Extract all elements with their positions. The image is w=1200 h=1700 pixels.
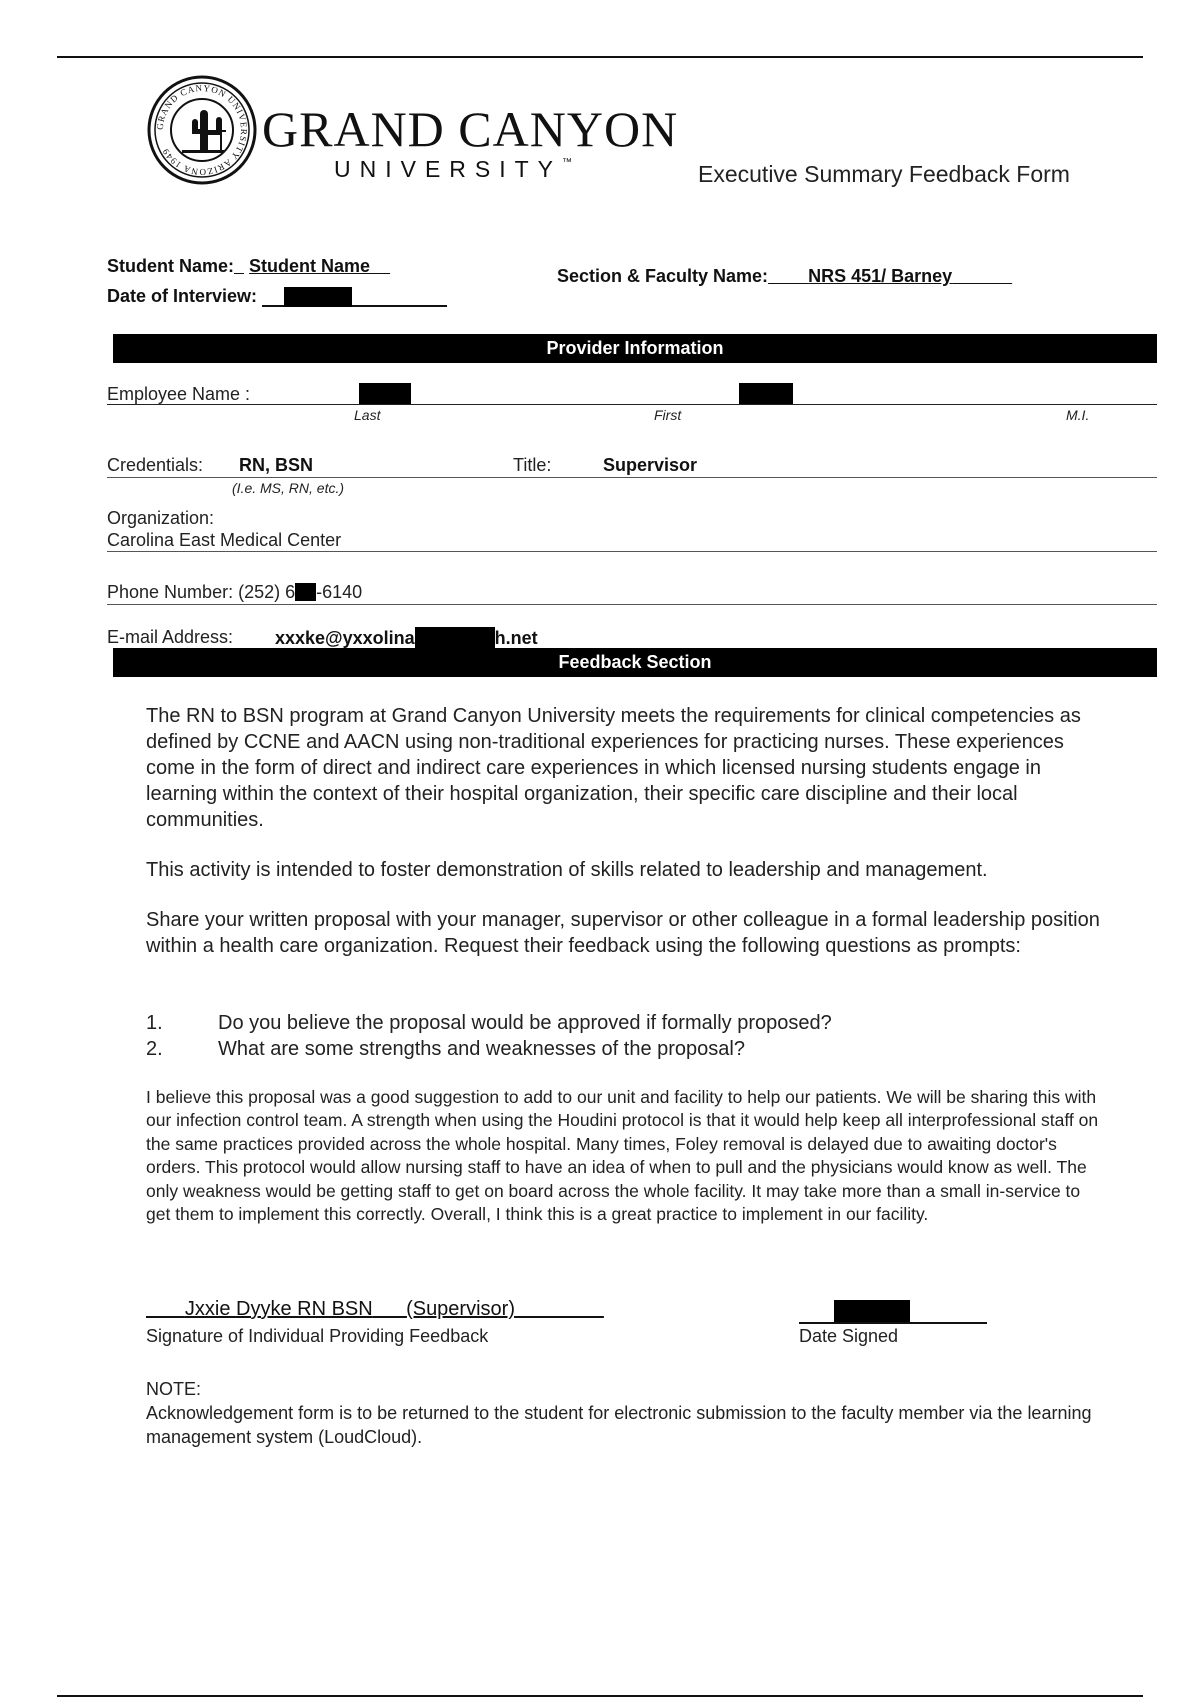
phone-suffix: -6140: [316, 582, 363, 602]
date-of-interview-label: Date of Interview:: [107, 286, 258, 306]
date-of-interview-row: [107, 286, 447, 307]
university-subtitle: UNIVERSITY™: [334, 156, 573, 182]
organization-rule: [107, 551, 1157, 552]
section-faculty-label: Section & Faculty Name:: [557, 266, 769, 286]
credentials-value: RN, BSN: [239, 455, 314, 475]
last-caption: Last: [354, 407, 381, 423]
phone-number-row: [107, 582, 362, 603]
organization-label: Organization:: [107, 508, 215, 528]
question-item: 2. What are some strengths and weaknesses of the proposal?: [146, 1038, 745, 1060]
redacted-last-name: [359, 383, 411, 404]
mi-caption: M.I.: [1066, 407, 1090, 423]
student-name-label: Student Name:: [107, 256, 235, 276]
email-value: [275, 627, 538, 649]
program-description-paragraph: The RN to BSN program at Grand Canyon University meets the requirements for clinical competencies as defined by CCNE and AACN using non-traditional experiences for practicing nurses. These experiences come in the form of direct and indirect care experiences in which licensed nursing students engage in learning within the context of their hospital organization, their specific care discipline and their local communities.: [146, 705, 1081, 831]
question-list: [146, 1010, 1106, 1062]
employee-name-rule: [107, 404, 1157, 405]
email-suffix: h.net: [494, 628, 538, 648]
redacted-email-part: [415, 627, 495, 648]
credentials-hint: (I.e. MS, RN, etc.): [232, 480, 345, 496]
credentials-label: Credentials:: [107, 455, 204, 475]
signer-name: Jxxie Dyyke RN BSN: [184, 1298, 373, 1320]
redacted-phone-digits: [295, 583, 316, 601]
student-name-value: Student Name: [249, 256, 371, 276]
form-title: Executive Summary Feedback Form: [698, 161, 1070, 187]
activity-intent-paragraph: This activity is intended to foster demonstration of skills related to leadership and management.: [146, 859, 988, 881]
section-faculty-row: [557, 266, 1012, 287]
signature-line: [146, 1298, 604, 1321]
signer-role: (Supervisor): [406, 1298, 515, 1320]
redacted-date-signed: [834, 1300, 910, 1322]
top-rule: [57, 56, 1143, 58]
title-label: Title:: [513, 455, 552, 475]
section-faculty-value: NRS 451/ Barney: [808, 266, 953, 286]
date-signed-caption: Date Signed: [799, 1326, 899, 1346]
organization-value: Carolina East Medical Center: [107, 530, 342, 550]
phone-number-label: Phone Number:: [107, 582, 234, 602]
credentials-rule: [107, 477, 1157, 478]
question-item: 1. Do you believe the proposal would be approved if formally proposed?: [146, 1012, 832, 1034]
signature-caption: Signature of Individual Providing Feedback: [146, 1326, 489, 1346]
feedback-section-header: Feedback Section: [113, 648, 1157, 677]
note-label: NOTE:: [146, 1379, 202, 1399]
title-value: Supervisor: [603, 455, 698, 475]
email-prefix: xxxke@yxxolina: [275, 628, 415, 648]
phone-prefix: (252) 6: [238, 582, 296, 602]
first-caption: First: [654, 407, 682, 423]
instructions-paragraph: Share your written proposal with your manager, supervisor or other colleague in a formal leadership position within a health care organization. Request their feedback using the following questions as prompts:: [146, 909, 1100, 957]
student-name-row: [107, 256, 390, 277]
date-of-interview-field: [262, 287, 447, 307]
employee-name-label: Employee Name :: [107, 384, 251, 404]
note-text: Acknowledgement form is to be returned to the student for electronic submission to the faculty member via the learning management system (LoudCloud).: [146, 1403, 1092, 1447]
supervisor-response: I believe this proposal was a good suggestion to add to our unit and facility to help our patients. We will be sharing this with our infection control team. A strength when using the Houdini protocol is that it would help keep all interprofessional staff on the same practices provided across the whole hospital. Many times, Foley removal is delayed due to awaiting doctor's orders. This protocol would allow nursing staff to have an idea of when to pull and the physicians would know as well. The only weakness would be getting staff to get on board across the whole facility. It may take more than a small in-service to get them to implement this correctly. Overall, I think this is a great practice to implement in our facility.: [146, 1087, 1099, 1225]
university-seal-logo: [146, 74, 258, 186]
provider-information-header: Provider Information: [113, 334, 1157, 363]
redacted-first-name: [739, 383, 793, 404]
university-wordmark: GRAND CANYON: [262, 101, 679, 157]
phone-rule: [107, 604, 1157, 605]
email-label: E-mail Address:: [107, 627, 234, 647]
redacted-date: [284, 287, 352, 307]
bottom-rule: [57, 1695, 1143, 1697]
svg-text:GRAND CANYON UNIVERSITY ARIZON: GRAND CANYON UNIVERSITY ARIZONA 1949: [154, 82, 250, 178]
